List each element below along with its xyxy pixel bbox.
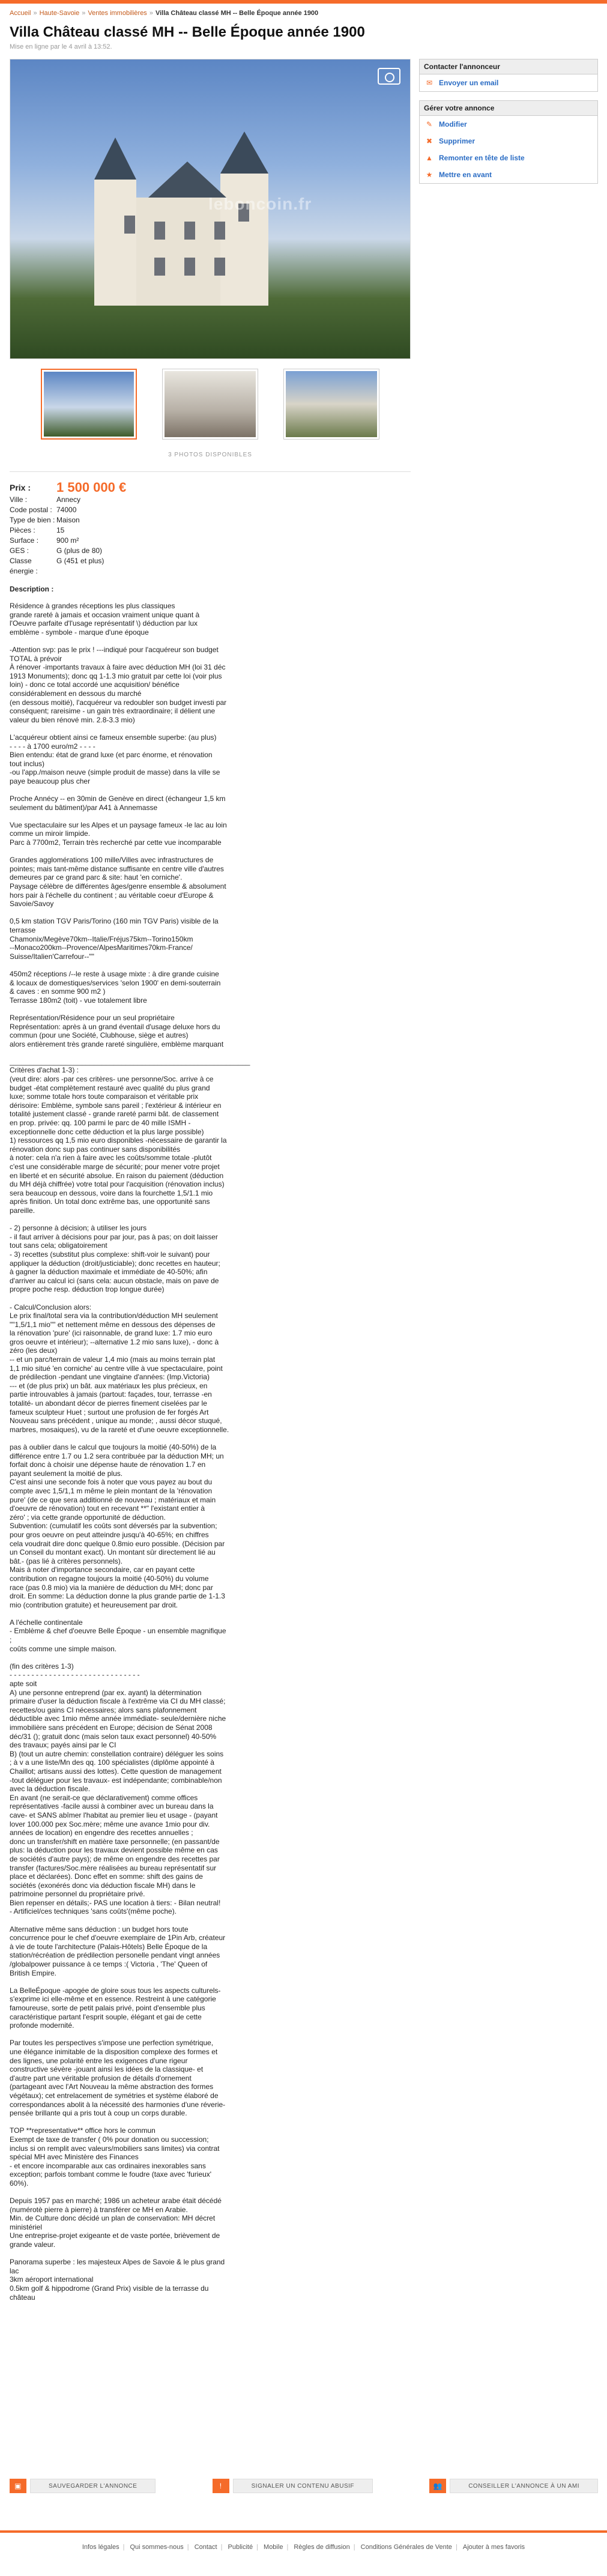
description-label: Description : (10, 585, 54, 593)
save-icon: ▣ (10, 2479, 26, 2493)
breadcrumb-link[interactable]: Accueil (10, 10, 31, 17)
manage-box-title: Gérer votre annonce (420, 101, 597, 116)
report-ad-button[interactable]: ! SIGNALER UN CONTENU ABUSIF (213, 2479, 373, 2493)
footer-link[interactable]: Infos légales (82, 2544, 119, 2551)
detail-row: Surface : 900 m² (10, 536, 79, 545)
warning-icon: ! (213, 2479, 229, 2493)
photos-count: 3 PHOTOS DISPONIBLES (168, 452, 252, 458)
ad-details (10, 480, 411, 576)
footer-link[interactable]: Publicité (228, 2544, 253, 2551)
save-ad-button[interactable]: ▣ SAUVEGARDER L'ANNONCE (10, 2479, 156, 2493)
footer-link[interactable]: Conditions Générales de Vente (360, 2544, 452, 2551)
manage-box (419, 100, 598, 184)
email-icon: ✉ (426, 79, 433, 87)
ad-actions (10, 2479, 598, 2493)
arrow-up-icon: ▲ (426, 154, 433, 162)
footer-link[interactable]: Règles de diffusion (294, 2544, 350, 2551)
footer-link[interactable]: Qui sommes-nous (130, 2544, 184, 2551)
breadcrumb: Accueil » Haute-Savoie » Ventes immobilières » Villa Château classé MH -- Belle Époque année 1900 (10, 10, 319, 17)
share-ad-button[interactable]: 👥 CONSEILLER L'ANNONCE À UN AMI (429, 2479, 598, 2493)
main-columns (10, 59, 598, 2319)
breadcrumb-current: Villa Château classé MH -- Belle Époque année 1900 (155, 10, 319, 17)
footer-link[interactable]: Mobile (264, 2544, 283, 2551)
posting-meta: Mise en ligne par le 4 avril à 13:52. (10, 43, 112, 50)
friends-icon: 👥 (429, 2479, 446, 2493)
breadcrumb-link[interactable]: Ventes immobilières (88, 10, 147, 17)
ad-content (10, 59, 411, 2319)
sidebar (419, 59, 598, 2319)
footer: Infos légales | Qui sommes-nous | Contact | Publicité | Mobile | Règles de diffusion | Conditions Générales de Vente | Ajouter à mes favoris (82, 2544, 525, 2551)
thumbnail[interactable] (283, 369, 379, 440)
edit-icon: ✎ (426, 120, 433, 128)
price-row (10, 480, 411, 495)
breadcrumb-link[interactable]: Haute-Savoie (39, 10, 80, 17)
thumbnail-strip (10, 369, 411, 440)
delete-ad-button[interactable]: ✖ Supprimer (420, 133, 597, 150)
energy-class-link[interactable]: G (451 et plus) (56, 557, 104, 565)
price-value: 1 500 000 € (56, 480, 127, 495)
detail-row: Classe énergie : G (451 et plus) (10, 557, 104, 575)
castle-illustration (88, 125, 286, 306)
edit-ad-button[interactable]: ✎ Modifier (420, 116, 597, 133)
main-photo[interactable] (10, 59, 411, 359)
watermark: leboncoin.fr (208, 195, 312, 213)
divider (10, 471, 411, 472)
contact-box-title: Contacter l'annonceur (420, 59, 597, 74)
description-text: Résidence à grandes réceptions les plus classiques grande rareté à jamais et occasion vraiment unique quant à l'Oeuvre parfaite d'l'usage représentatif \) déduction par lux emblème - symbole - marque d'une époque -Attention svp: pas le prix ! ---indiqué pour l'acquéreur son budget TOTAL à prévoir À rénover -importants travaux à faire avec déduction MH (loi 31 déc 1913 Monuments); donc qq 1-1.3 mio gratuit par cette loi (voir plus loin) - donc ce total accordé une acquisition/ bénéfice considérablement en dessous du marché (en dessous moitié), l'acquéreur va redoubler son budget investi par conséquent; rareisime - un gain très extraordinaire; il délient une valeur du bien rénové min. 2.8-3.3 mio) L'acquéreur obtient ainsi ce fameux ensemble superbe: (au plus) - - - - à 1700 euro/m2 - - - - Bien entendu: état de grand luxe (et parc énorme, et rénovation tout inclus) -ou l'app./maison neuve (simple produit de masse) dans la ville se paye beaucoup plus cher Proche Annécy -- en 30min de Genève en direct (échangeur 1,5 km seulement du bâtiment)/par A41 à Annemasse Vue spectaculaire sur les Alpes et un paysage fameux -le lac au loin comme un miroir limpide. Parc à 7700m2, Terrain très recherché par cette vue incomparable Grandes agglomérations 100 mille/Villes avec infrastructures de pointes; mais tant-même distance suffisante en centre ville d'autres demeures par ce grand parc & site: haut 'en corniche'. Paysage célèbre de différentes âges/genre ensemble & absolument hors pair à l'échelle du continent ; au véritable coeur d'Europe & Savoie/Savoy 0,5 km station TGV Paris/Torino (160 min TGV Paris) visible de la terrasse Chamonix/Megève70km--Italie/Fréjus75km--Torino150km --Monaco200km--Provence/AlpesMaritimes70km-France/ Suisse/Italien'Carrefour--"" 450m2 réceptions /--le reste à usage mixte : à dire grande cuisine & locaux de domestiques/services 'selon 1900' en demi-souterrain & caves : en somme 900 m2 ) Terrasse 180m2 (toit) - vue totalement libre Représentation/Résidence pour un seul propriétaire Représentation: après à un grand éventail d'usage deluxe hors du commun (pour une Société, Clubhouse, siège et autres) alors entièrement très grande rareté singulière, emblème marquant ____________________________________________________________ Critères d'achat 1-3) : (veut dire: alors -par ces critères- une personne/Soc. arrive à ce budget -état complètement restauré avec qualité du plus grand luxe; somme totale hors toute comparaison et véritable prix dérisoire: Emblème, symbole sans pareil ; l'extérieur & intérieur en totalité justement classé - grande rareté parmi bât. de classement en prop. privée: qq. 100 parmi le parc de 40 mille ISMH - exceptionnelle donc cette déduction et la plus large possible) 1) ressources qq 1,5 mio euro disponibles -nécessaire de garantir la rénovation donc sup pas continuer sans disponibilités à noter: cela n'a rien à faire avec les coûts/somme totale -plutôt c'est une considérable marge de sécurité; pour mener votre projet en liberté et en sécurité absolue. En raison du paiement (déduction du MH déjà chiffrée) votre total pour l'acquisition (rénovation inclus) sera beaucoup en dessous, voire dans la fourchette 1,5/1.1 mio après finition. Un total donc extrême bas, une opportunité sans pareille. - 2) personne à décision; à utiliser les jours - il faut arriver à décisions pour par jour, pas à pas; on doit laisser tout sans cela; obligatoirement - 3) recettes (substitut plus complexe: shift-voir le suivant) pour appliquer la déduction (droit/justiciable); donc recettes en hauteur; à gagner la déduction maximale et immédiate de 40-50%; afin d'arriver au calcul ici (sans cela: aucun obstacle, mais on pave de propre poche resp. déduction trop longue durée) - Calcul/Conclusion alors: Le prix final/total sera via la contribution/déduction MH seulement ""1,5/1,1 mio"" et nettement même en dessous des dépenses de la rénovation 'pure' (ici raisonnable, de grand luxe: 1.7 mio euro gros oeuvre et intérieur); --alternative 1.2 mio sans luxe), - donc à zéro (les deux) -- et un parc/terrain de valeur 1,4 mio (mais au moins terrain plat 1,1 mio situé 'en corniche' au centre ville à vue spectaculaire, point de prédilection -pendant une vingtaine d'années: (Imp.Victoria) --- et (de plus prix) un bât. aux matériaux les plus précieux, en partie introuvables à jamais (partout: façades, tour, terrasse -en totalité- un abondant décor de pierres finement ciselées par le fameux sculpteur Huet ; surtout une profusion de fer forgés Art Nouveau sans précédent , unique au monde; , aussi décor stuqué, marbres, mosaiques), vu de la rareté et d'une oeuvre exceptionnelle. pas à oublier dans le calcul que toujours la moitié (40-50%) de la différence entre 1.7 ou 1.2 sera contribuée par la déduction MH; un forfait donc à choisir une dépense haute de rénovation 1.7 en payant seulement la moitié de plus. C'est ainsi une seconde fois à noter que vous payez au bout du compte avec 1,5/1,1 m même le plein montant de la 'rénovation pure' (de ce que sera additionné de nouveau ; matériaux et main d'oeuvre de rénovation) tout en recevant **" l'existant entier à zéro' ; via cette grande opportunité de déduction. Subvention: (cumulatif les coûts sont déversés par la subvention; pour gros oeuvre on peut atteindre jusqu'à 40-65%; en chiffres cela voudrait dire donc quelque 0.8mio euro possible. (Décision par un Conseil du montant exact). Un montant sûr directement lié au bât.- (pas lié à critères personnels). Mais à noter d'importance secondaire, car en payant cette contribution on regagne toujours la moitié (40-50%) du volume race (pas 0.8 mio) via la manière de déduction du MH; donc par droit. En somme: La déduction donne la plus grande partie de 1-1.3 mio (contribution gratuite) et heureusement par droit. A l'échelle continentale - Emblème & chef d'oeuvre Belle Époque - un ensemble magnifique ; coûts comme une simple maison. (fin des critères 1-3) - - - - - - - - - - - - - - - - - - - - - - - - - - - - - - apte soit A) une personne entreprend (par ex. ayant) la détermination primaire d'user la déduction fiscale à l'extrême via CI du MH classé; recettes/ou gains CI nécessaires; alors sans plafonnement déductible avec 1mio même année immédiate- seule/dernière niche immobilière sans précédent en Europe; décision de Sénat 2008 déc/31 (); gratuit donc (mais selon taux exact personnel) 40-50% des travaux; payés ainsi par le CI B) (tout un autre chemin: constellation contraire) déléguer les soins ; à v a une liste/Mn des qq. 100 spécialistes (diplôme appointé à Chaillot; artisans aussi des lottes). Cette question de management -tout déléguer pour les travaux- est indépendante; combinable/non avec la déduction fiscale. En avant (ne serait-ce que déclarativement) comme offices représentatives -facile aussi à combiner avec un bureau dans la cave- et SANS abîmer l'habitat au premier lieu et usage - (payant lover 100.000 pex Soc.mère; même une avance 1mio pour div. années de location) en engendre des recettes annuelles ; donc un transfer/shift en matière taxe personnelle; (en passant/de plus: la déduction pour les travaux devient possible même en cas de sociétés d'autre pays); de même on engendre des recettes par transfer (factures/Soc.mère réalisées au bureau représentatif sur place et déclarées). Donc effet en somme: shift des gains de sociétés (exonérés donc via déduction fiscale MH) dans le patrimoine personnel du propriétaire privé. Bien repenser en détails;- PAS une location à tiers: - Bilan neutral! - Artificiel/ces techniques 'sans coûts'(même poche). Alternative même sans déduction : un budget hors toute concurrence pour le chef d'oeuvre exemplaire de 1Pin Arb, créateur à vie de toute l'architecture (Palais-Hôtels) Belle Époque de la station/récréation de prédilection personelle pendant vingt années /globalpower puissance à ce temps :( Victoria , 'The' Queen of British Empire. La BelleÉpoque -apogée de gloire sous tous les aspects culturels- s'exprime ici elle-même et en essence. Restreint à une catégorie famoureuse, sorte de petit palais privé, point d'ensemble plus caractéristique partant l'esprit souple, élégant et gai de cette profonde modernité. Par toutes les perspectives s'impose une perfection symétrique, une élégance inimitable de la disposition complexe des formes et des lignes, une polarité entre les exigences d'une rigeur constructive sévère -jouant ainsi les idées de la classique- et d'autre part une véritable profusion de détails d'ornement (partageant avec l'Art Nouveau la même abstraction des formes végétaux); cet entrelacement de symétries et système élaboré de correspondances abolit à la nécessité des harmonies d'une réverie- pensée brillante qui a pris tout à coup un corps durable. TOP **representative** office hors le commun Exempt de taxe de transfer ( 0% pour donation ou succession; inclus si on remplit avec valeurs/mobiliers sans limites) via contrat spécial MH avec Ministère des Finances - et encore incomparable aux cas ordinaires inexorables sans exception; parfois tombant comme le foudre (taxe avec 'furieux' 60%). Depuis 1957 pas en marché; 1986 un acheteur arabe était décédé (numérotè pierre à pierre) à transférer ce MH en Arabie. Min. de Culture donc décidé un plan de conservation: MH décret ministériel Une entreprise-projet exigeante et de vaste portée, brièvement de grande valeur. Panorama superbe : les majesteux Alpes de Savoie & le plus grand lac 3km aéroport international 0.5km golf & hippodrome (Grand Prix) visible de la terrasse du château (10, 602, 250, 2302)
send-email-button[interactable]: ✉ Envoyer un email (420, 74, 597, 91)
price-label: Prix : (10, 483, 31, 492)
detail-row: Ville : Annecy (10, 495, 81, 504)
feature-ad-button[interactable]: ★ Mettre en avant (420, 166, 597, 183)
detail-row: Type de bien : Maison (10, 516, 80, 524)
top-accent-bar (0, 0, 607, 4)
footer-link[interactable]: Contact (194, 2544, 217, 2551)
delete-icon: ✖ (426, 137, 433, 145)
page-title: Villa Château classé MH -- Belle Époque année 1900 (10, 24, 365, 40)
ges-link[interactable]: G (plus de 80) (56, 546, 103, 555)
camera-icon[interactable] (378, 68, 400, 85)
bump-ad-button[interactable]: ▲ Remonter en tête de liste (420, 150, 597, 166)
detail-row: Pièces : 15 (10, 526, 65, 534)
detail-row: Code postal : 74000 (10, 506, 77, 514)
contact-box (419, 59, 598, 92)
star-icon: ★ (426, 171, 433, 179)
detail-row: GES : G (plus de 80) (10, 546, 103, 555)
thumbnail[interactable] (162, 369, 258, 440)
footer-accent-bar (0, 2530, 607, 2533)
footer-link[interactable]: Ajouter à mes favoris (462, 2544, 525, 2551)
content-wrapper (10, 10, 598, 2319)
thumbnail[interactable] (41, 369, 137, 440)
